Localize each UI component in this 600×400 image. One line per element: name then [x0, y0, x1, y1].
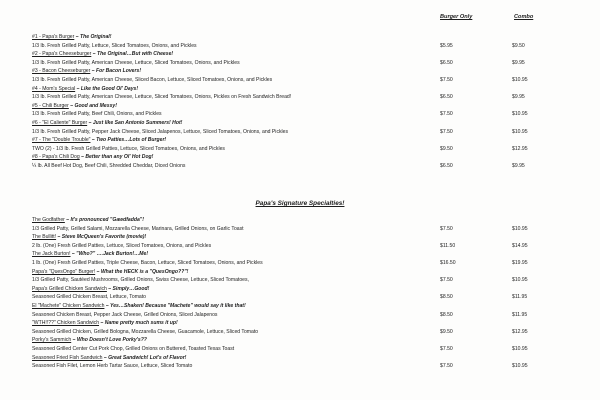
menu-item-row	[32, 128, 542, 137]
menu-item-title	[32, 285, 542, 294]
menu-item-row	[32, 110, 542, 119]
menu-item-name: The Godfather	[32, 217, 65, 223]
burger-only-price: $7.50	[440, 345, 453, 352]
menu-item-row	[32, 93, 542, 102]
menu-item-heading	[32, 216, 144, 225]
menu-item-tagline: – "Who?" ….Jack Burton!…Me!	[70, 251, 149, 258]
menu-item-tagline: – Name pretty much sums it up!	[99, 320, 178, 327]
burger-only-price: $16.50	[440, 259, 456, 266]
menu-item-description: ¼ lb. All Beef Hot Dog, Beef Chili, Shredded Cheddar, Diced Onions	[32, 162, 186, 169]
burger-only-price: $7.50	[440, 111, 453, 118]
menu-item-description: 1/3 lb. Fresh Grilled Patty, American Cheese, Lettuce, Sliced Tomatoes, Onions, and Pickles	[32, 59, 240, 66]
combo-price: $9.50	[512, 42, 525, 49]
combo-price: $11.95	[512, 311, 528, 318]
burger-only-price: $7.50	[440, 363, 453, 370]
burger-only-price: $7.50	[440, 225, 453, 232]
menu-item-tagline: – Yes…Shaken! Because "Machete" would say it like that!	[104, 302, 246, 309]
menu-item-row	[32, 362, 542, 371]
menu-item-heading	[32, 119, 182, 128]
combo-price: $10.95	[512, 363, 528, 370]
combo-price: $9.95	[512, 94, 525, 101]
menu-item-tagline: – Good and Messy!	[68, 102, 117, 109]
menu-item-tagline: – For Bacon Lovers!	[90, 68, 142, 75]
menu-item-name: Porky's Sammich	[32, 337, 72, 344]
menu-item-row	[32, 76, 542, 85]
combo-price: $11.95	[512, 294, 528, 301]
menu-item-row	[32, 276, 542, 285]
burger-only-price: $9.50	[440, 145, 453, 152]
menu-item-row	[32, 328, 542, 337]
menu-item-heading	[32, 268, 188, 277]
combo-price: $9.95	[512, 59, 525, 66]
menu-item-name: #8 - Papa's Chili Dog	[32, 154, 80, 161]
menu-item-name: #2 - Papa's Cheeseburger	[32, 51, 92, 58]
menu-item-name: Seasoned Fried Fish Sandwich	[32, 354, 103, 361]
menu-item-name: #1 - Papa's Burger	[32, 34, 75, 40]
combo-price: $10.95	[512, 76, 528, 83]
menu-item-description: 1/3 lb. Fresh Grilled Patty, American Cheese, Lettuce, Sliced Tomatoes, Onions, Pickles on Fresh Sandwich Bread!	[32, 94, 292, 101]
menu-item-description: 1/3 lb. Fresh Grilled Patty, American Cheese, Sliced Bacon, Lettuce, Sliced Tomatoes, Onions, and Pickles	[32, 76, 273, 83]
specialties-section	[32, 216, 542, 371]
burger-only-price: $8.50	[440, 311, 453, 318]
combo-price: $14.95	[512, 242, 528, 249]
menu-item-description: Seasoned Grilled Chicken, Grilled Bologna, Mozzarella Cheese, Guacamole, Lettuce, Sliced Tomato	[32, 328, 259, 335]
burger-only-price: $6.50	[440, 94, 453, 101]
menu-item-title	[32, 153, 542, 162]
menu-item-heading	[32, 302, 246, 311]
menu-item-name: El "Machete" Chicken Sandwich	[32, 302, 105, 309]
burger-only-header: Burger Only	[440, 14, 473, 20]
combo-price: $10.95	[512, 128, 528, 135]
menu-item-heading	[32, 336, 147, 345]
menu-item-title	[32, 136, 542, 145]
menu-item-name: The Jack Burton!	[32, 251, 71, 258]
menu-item-tagline: – Steve McQueen's Favorite (movie)!	[56, 234, 147, 241]
menu-item-title	[32, 354, 542, 363]
menu-item-title	[32, 67, 542, 76]
burger-only-price: $7.50	[440, 76, 453, 83]
menu-item-name: #7 - The "Double Trouble"	[32, 137, 91, 144]
menu-item-description: TWO (2) - 1/3 lb. Fresh Grilled Patties, Lettuce, Sliced Tomatoes, Onions, and Pickles	[32, 145, 225, 152]
burger-only-price: $5.95	[440, 42, 453, 49]
menu-item-heading	[32, 285, 149, 294]
burger-section	[32, 33, 542, 171]
menu-item-heading	[32, 354, 186, 363]
menu-item-row	[32, 293, 542, 302]
menu-item-heading	[32, 50, 173, 59]
menu-item-name: Papa's Grilled Chicken Sandwich	[32, 285, 107, 292]
menu-item-name: Papa's "QuesOngo" Burger!	[32, 268, 96, 275]
menu-item-tagline: – Better than any Ol' Hot Dog!	[79, 154, 154, 161]
menu-item-row	[32, 42, 542, 51]
menu-item-title	[32, 102, 542, 111]
menu-item-name: #5 - Chili Burger	[32, 102, 69, 109]
menu-item-description: 1 lb. (One) Fresh Grilled Patties, Triple Cheese, Bacon, Lettuce, Sliced Tomatoes, Onions, and Pickles	[32, 259, 263, 266]
menu-item-tagline: – The Original…But with Cheese!	[91, 51, 174, 58]
menu-item-title	[32, 216, 542, 225]
menu-item-heading	[32, 85, 138, 94]
menu-item-row	[32, 59, 542, 68]
menu-item-title	[32, 336, 542, 345]
menu-item-row	[32, 145, 542, 154]
burger-only-price: $8.50	[440, 294, 453, 301]
burger-only-price: $6.50	[440, 59, 453, 66]
menu-item-row	[32, 259, 542, 268]
menu-item-title	[32, 319, 542, 328]
burger-only-price: $7.50	[440, 277, 453, 284]
menu-item-name: #6 - "El Caliente" Burger	[32, 119, 88, 126]
menu-item-description: 1/3 Grilled Patty, Grilled Salami, Mozzarella Cheese, Marinara, Grilled Onions, on Garlic Toast	[32, 225, 244, 232]
menu-item-tagline: – It's pronounced "Gawdfadda"!	[64, 217, 144, 223]
menu-item-description: 1/3 lb. Fresh Grilled Patty, Pepper Jack Cheese, Sliced Jalapenos, Lettuce, Sliced Tomatoes, Onions, and Pickles	[32, 128, 289, 135]
combo-price: $10.95	[512, 111, 528, 118]
combo-price: $9.95	[512, 162, 525, 169]
menu-item-name: "WTH!!??" Chicken Sandwich	[32, 320, 100, 327]
menu-item-heading	[32, 250, 148, 259]
combo-price: $12.95	[512, 328, 528, 335]
menu-item-title	[32, 233, 542, 242]
menu-item-title	[32, 85, 542, 94]
combo-header: Combo	[514, 14, 534, 20]
menu-item-title	[32, 119, 542, 128]
combo-price: $12.95	[512, 145, 528, 152]
combo-price: $19.95	[512, 259, 528, 266]
menu-item-heading	[32, 33, 111, 42]
menu-item-row	[32, 225, 542, 234]
menu-item-row	[32, 311, 542, 320]
menu-item-title	[32, 302, 542, 311]
menu-item-description: Seasoned Chicken Breast, Pepper Jack Cheese, Grilled Onions, Sliced Jalapenos	[32, 311, 218, 318]
menu-item-tagline: – Great Sandwich! Lot's of Flavor!	[102, 354, 187, 361]
menu-item-name: The Bullitt!	[32, 234, 57, 241]
menu-item-row	[32, 345, 542, 354]
menu-item-heading	[32, 136, 166, 145]
menu-item-heading	[32, 233, 146, 242]
menu-item-tagline: – Who Doesn't Love Porky's??	[71, 337, 147, 344]
menu-item-heading	[32, 319, 178, 328]
menu-item-description: 1/3 Grilled Patty, Sautéed Mushrooms, Grilled Onions, Swiss Cheese, Lettuce, Sliced Tomatoes,	[32, 277, 249, 284]
menu-item-tagline: – Like the Good Ol' Days!	[75, 85, 139, 92]
menu-item-description: 1/3 lb. Fresh Grilled Patty, Lettuce, Sliced Tomatoes, Onions, and Pickles	[32, 42, 197, 49]
menu-item-title	[32, 268, 542, 277]
menu-item-description: Seasoned Fish Filet, Lemon Herb Tartar Sauce, Lettuce, Sliced Tomato	[32, 363, 193, 370]
menu-item-tagline: – Simply…Good!	[106, 285, 150, 292]
menu-item-heading	[32, 67, 141, 76]
menu-item-title	[32, 250, 542, 259]
menu-item-tagline: – Two Patties…Lots of Burger!	[90, 137, 167, 144]
burger-only-price: $7.50	[440, 128, 453, 135]
burger-only-price: $6.50	[440, 162, 453, 169]
menu-item-heading	[32, 102, 117, 111]
menu-item-tagline: – Just like San Antonio Summers! Hot!	[87, 119, 183, 126]
signature-specialties-title: Papa's Signature Specialties!	[255, 200, 345, 207]
menu-item-title	[32, 50, 542, 59]
menu-item-title	[32, 33, 542, 42]
burger-only-price: $9.50	[440, 328, 453, 335]
combo-price: $10.95	[512, 345, 528, 352]
combo-price: $10.95	[512, 225, 528, 232]
menu-item-row	[32, 162, 542, 171]
menu-item-tagline: – The Original!	[74, 34, 112, 40]
combo-price: $10.95	[512, 277, 528, 284]
burger-only-price: $11.50	[440, 242, 456, 249]
menu-item-name: #3 - Bacon Cheeseburger	[32, 68, 91, 75]
menu-item-heading	[32, 153, 153, 162]
menu-item-row	[32, 242, 542, 251]
menu-item-description: Seasoned Grilled Chicken Breast, Lettuce, Tomato	[32, 294, 147, 301]
menu-item-description: 2 lb. (One) Fresh Grilled Patties, Lettuce, Sliced Tomatoes, Onions, and Pickles	[32, 242, 212, 249]
menu-item-description: Seasoned Grilled Center Cut Pork Chop, Grilled Onions on Buttered, Toasted Texas Toast	[32, 345, 235, 352]
menu-item-tagline: – What the HECK is a "QuesOngo??"!	[95, 268, 189, 275]
menu-item-name: #4 - Mom's Special	[32, 85, 76, 92]
menu-item-description: 1/3 lb. Fresh Grilled Patty, Beef Chili, Onions, and Pickles	[32, 111, 162, 118]
